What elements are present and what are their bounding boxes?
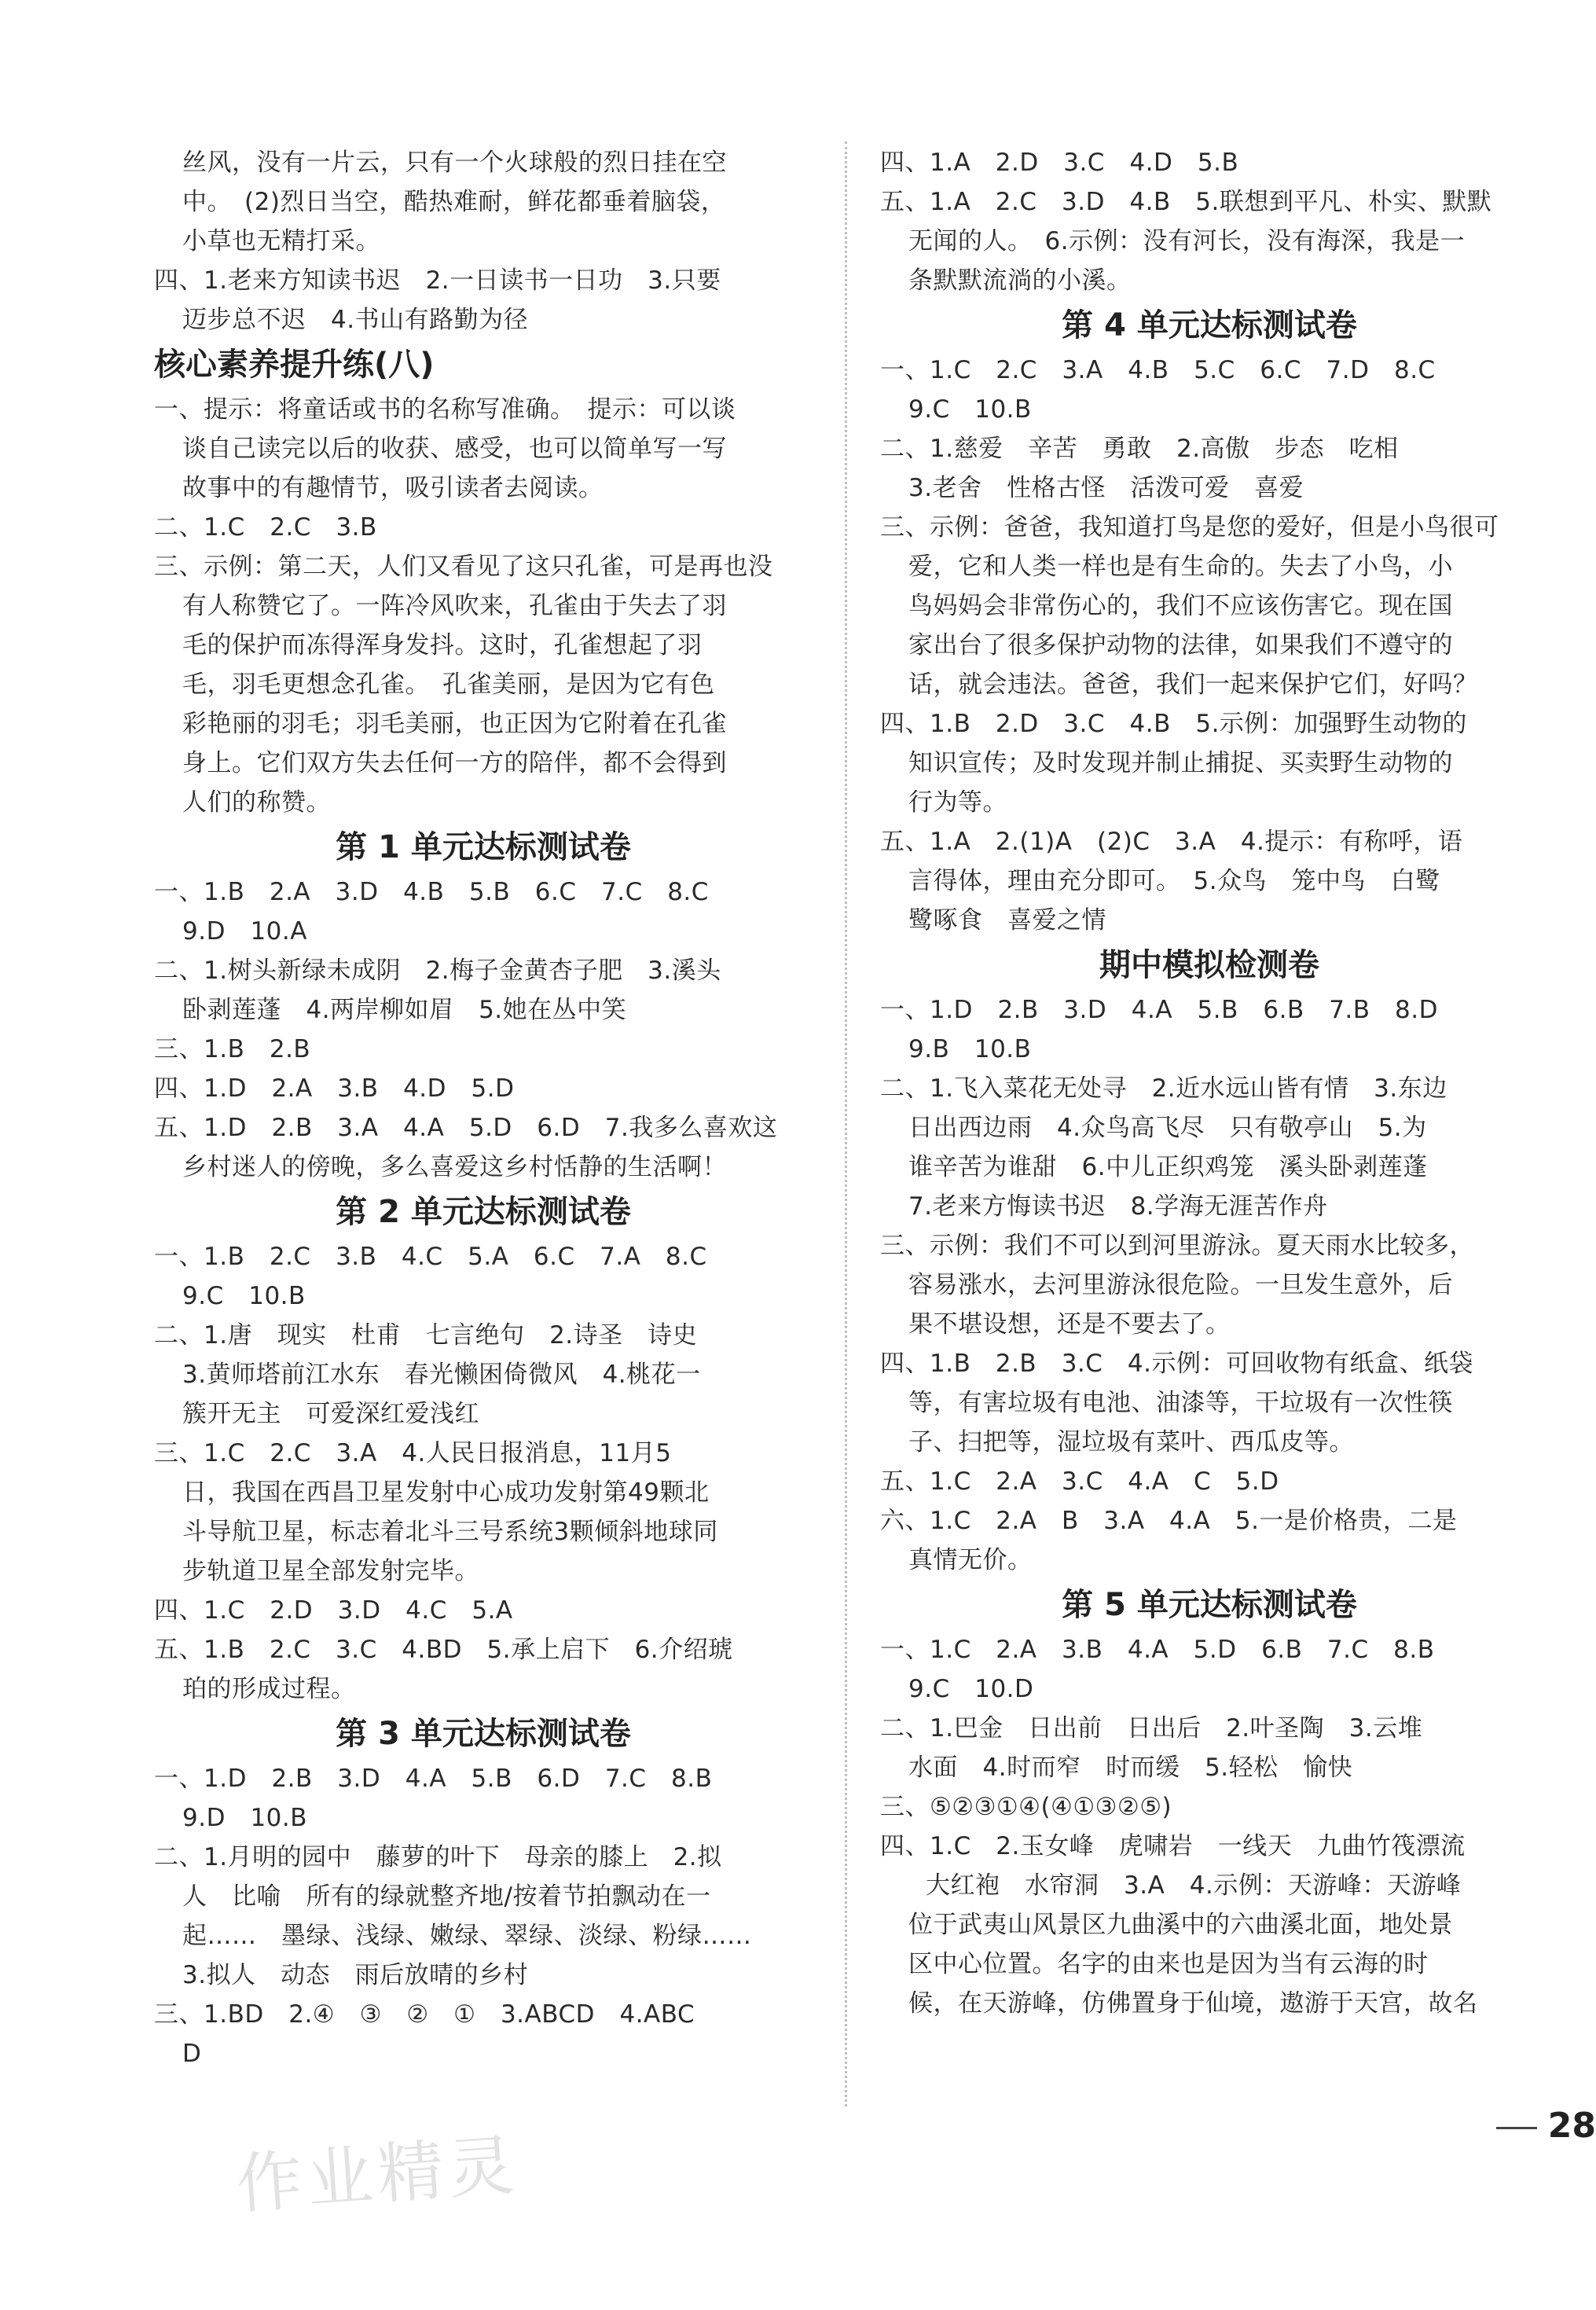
answer-line: 二、1.月明的园中 藤萝的叶下 母亲的膝上 2.拟: [154, 1843, 722, 1871]
section-heading: 第 5 单元达标测试卷: [1062, 1587, 1357, 1623]
answer-line: 二、1.慈爱 辛苦 勇敢 2.高傲 步态 吃相: [880, 435, 1399, 463]
answer-line: 一、1.D 2.B 3.D 4.A 5.B 6.D 7.C 8.B: [154, 1765, 713, 1793]
answer-line: 四、1.C 2.D 3.D 4.C 5.A: [154, 1596, 513, 1625]
answer-line: 步轨道卫星全部发射完毕。: [182, 1557, 479, 1585]
answer-line: 一、1.C 2.A 3.B 4.A 5.D 6.B 7.C 8.B: [880, 1636, 1435, 1664]
answer-line: 二、1.C 2.C 3.B: [154, 513, 377, 542]
answer-line: 三、1.B 2.B: [154, 1035, 311, 1063]
answer-line: 人 比喻 所有的绿就整齐地/按着节拍飘动在一: [182, 1882, 711, 1911]
answer-line: 人们的称赞。: [182, 788, 331, 817]
answer-line: 故事中的有趣情节，吸引读者去阅读。: [182, 474, 604, 502]
section-heading: 第 2 单元达标测试卷: [336, 1194, 631, 1230]
answer-line: 二、1.树头新绿未成阴 2.梅子金黄杏子肥 3.溪头: [154, 957, 721, 985]
answer-line: 中。 (2)烈日当空，酷热难耐，鲜花都垂着脑袋，: [182, 188, 726, 216]
answer-line: 3.老舍 性格古怪 活泼可爱 喜爱: [908, 474, 1304, 502]
section-heading: 第 3 单元达标测试卷: [336, 1716, 631, 1752]
page-number-dash: [1496, 2127, 1537, 2129]
answer-line: 7.老来方悔读书迟 8.学海无涯苦作舟: [908, 1192, 1328, 1221]
answer-line: 水面 4.时而窄 时而缓 5.轻松 愉快: [908, 1754, 1353, 1782]
answer-line: 彩艳丽的羽毛；羽毛美丽，也正因为它附着在孔雀: [182, 710, 727, 738]
answer-line: 区中心位置。名字的由来也是因为当有云海的时: [908, 1950, 1429, 1978]
answer-line: 三、1.C 2.C 3.A 4.人民日报消息，11月5: [154, 1439, 672, 1467]
answer-line: 位于武夷山风景区九曲溪中的六曲溪北面，地处景: [908, 1911, 1453, 1939]
answer-line: 话，就会违法。爸爸，我们一起来保护它们，好吗？: [908, 670, 1478, 699]
answer-line: 二、1.唐 现实 杜甫 七言绝句 2.诗圣 诗史: [154, 1321, 698, 1350]
answer-line: 二、1.巴金 日出前 日出后 2.叶圣陶 3.云堆: [880, 1714, 1423, 1743]
column-divider: [845, 141, 847, 2106]
answer-line: 子、扫把等，湿垃圾有菜叶、西瓜皮等。: [908, 1428, 1354, 1456]
answer-line: 五、1.B 2.C 3.C 4.BD 5.承上启下 6.介绍琥: [154, 1636, 733, 1664]
page-number-value: 28: [1547, 2106, 1596, 2146]
answer-line: 真情无价。: [908, 1546, 1033, 1574]
answer-line: 四、1.老来方知读书迟 2.一日读书一日功 3.只要: [154, 266, 721, 295]
answer-line: 四、1.B 2.D 3.C 4.B 5.示例：加强野生动物的: [880, 710, 1467, 738]
answer-line: 五、1.D 2.B 3.A 4.A 5.D 6.D 7.我多么喜欢这: [154, 1114, 778, 1142]
section-heading: 第 4 单元达标测试卷: [1062, 307, 1357, 343]
section-heading: 核心素养提升练(八): [154, 347, 435, 383]
answer-line: 四、1.C 2.玉女峰 虎啸岩 一线天 九曲竹筏漂流: [880, 1832, 1466, 1860]
answer-line: 条默默流淌的小溪。: [908, 266, 1132, 295]
answer-line: 无闻的人。 6.示例：没有河长，没有海深，我是一: [908, 227, 1466, 255]
answer-line: 言得体，理由充分即可。 5.众鸟 笼中鸟 白鹭: [908, 867, 1440, 895]
answer-line: 9.D 10.A: [182, 917, 307, 946]
answer-line: 一、1.B 2.A 3.D 4.B 5.B 6.C 7.C 8.C: [154, 878, 709, 906]
answer-line: 簇开无主 可爱深红爱浅红: [182, 1400, 479, 1428]
answer-line: 知识宣传；及时发现并制止捕捉、买卖野生动物的: [908, 749, 1453, 777]
answer-line: 候，在天游峰，仿佛置身于仙境，遨游于天宫，故名: [908, 1989, 1478, 2018]
answer-line: 乡村迷人的傍晚，多么喜爱这乡村恬静的生活啊！: [182, 1153, 727, 1181]
answer-line: 日，我国在西昌卫星发射中心成功发射第49颗北: [182, 1478, 710, 1507]
answer-line: 爱，它和人类一样也是有生命的。失去了小鸟，小: [908, 553, 1453, 581]
answer-line: 谈自己读完以后的收获、感受，也可以简单写一写: [182, 435, 727, 463]
answer-line: 鹭啄食 喜爱之情: [908, 906, 1106, 935]
section-heading: 第 1 单元达标测试卷: [336, 829, 631, 865]
answer-line: 小草也无精打采。: [182, 227, 380, 255]
answer-line: 五、1.A 2.C 3.D 4.B 5.联想到平凡、朴实、默默: [880, 188, 1492, 216]
answer-line: 9.C 10.B: [908, 395, 1032, 424]
answer-line: 9.D 10.B: [182, 1804, 308, 1832]
answer-line: 三、⑤②③①④(④①③②⑤): [880, 1793, 1172, 1821]
answer-line: 三、1.BD 2.④ ③ ② ① 3.ABCD 4.ABC: [154, 2000, 695, 2029]
answer-line: 有人称赞它了。一阵冷风吹来，孔雀由于失去了羽: [182, 592, 727, 620]
answer-line: 五、1.C 2.A 3.C 4.A C 5.D: [880, 1467, 1279, 1496]
answer-line: 二、1.飞入菜花无处寻 2.近水远山皆有情 3.东边: [880, 1074, 1447, 1103]
answer-line: 容易涨水，去河里游泳很危险。一旦发生意外，后: [908, 1271, 1453, 1299]
answer-line: 身上。它们双方失去任何一方的陪伴，都不会得到: [182, 749, 727, 777]
answer-line: 四、1.D 2.A 3.B 4.D 5.D: [154, 1074, 515, 1103]
right-column: [880, 143, 1539, 2023]
answer-line: 谁辛苦为谁甜 6.中儿正织鸡笼 溪头卧剥莲蓬: [908, 1153, 1428, 1181]
answer-line: 一、1.D 2.B 3.D 4.A 5.B 6.B 7.B 8.D: [880, 996, 1439, 1024]
answer-line: 行为等。: [908, 788, 1007, 817]
left-column: [154, 143, 813, 2073]
answer-line: 大红袍 水帘洞 3.A 4.示例：天游峰：天游峰: [926, 1871, 1462, 1900]
answer-line: 六、1.C 2.A B 3.A 4.A 5.一是价格贵，二是: [880, 1507, 1458, 1535]
answer-line: 等，有害垃圾有电池、油漆等，干垃圾有一次性筷: [908, 1389, 1453, 1417]
answer-line: 9.C 10.B: [182, 1282, 306, 1310]
section-heading: 期中模拟检测卷: [1099, 947, 1319, 983]
answer-line: 9.C 10.D: [908, 1675, 1034, 1703]
answer-line: 斗导航卫星，标志着北斗三号系统3颗倾斜地球同: [182, 1518, 718, 1546]
answer-line: 丝风，没有一片云，只有一个火球般的烈日挂在空: [182, 149, 727, 177]
answer-line: 三、示例：我们不可以到河里游泳。夏天雨水比较多，: [880, 1232, 1474, 1260]
answer-line: 日出西边雨 4.众鸟高飞尽 只有敬亭山 5.为: [908, 1114, 1427, 1142]
answer-line: 四、1.B 2.B 3.C 4.示例：可回收物有纸盒、纸袋: [880, 1350, 1473, 1378]
answer-line: 四、1.A 2.D 3.C 4.D 5.B: [880, 149, 1239, 177]
answer-line: 五、1.A 2.(1)A (2)C 3.A 4.提示：有称呼，语: [880, 828, 1463, 856]
answer-line: 珀的形成过程。: [182, 1675, 356, 1703]
answer-line: 9.B 10.B: [908, 1035, 1032, 1063]
answer-line: 毛的保护而冻得浑身发抖。这时，孔雀想起了羽: [182, 631, 703, 659]
answer-line: 三、示例：第二天，人们又看见了这只孔雀，可是再也没: [154, 553, 773, 581]
answer-line: 一、1.C 2.C 3.A 4.B 5.C 6.C 7.D 8.C: [880, 356, 1436, 384]
page-number: [1496, 2099, 1596, 2154]
answer-line: 家出台了很多保护动物的法律，如果我们不遵守的: [908, 631, 1453, 659]
answer-line: 3.拟人 动态 雨后放晴的乡村: [182, 1961, 529, 1989]
answer-line: 毛，羽毛更想念孔雀。 孔雀美丽，是因为它有色: [182, 670, 715, 699]
answer-line: 3.黄师塔前江水东 春光懒困倚微风 4.桃花一: [182, 1361, 701, 1389]
answer-line: 鸟妈妈会非常伤心的，我们不应该伤害它。现在国: [908, 592, 1453, 620]
answer-line: 起…… 墨绿、浅绿、嫩绿、翠绿、淡绿、粉绿……: [182, 1922, 752, 1950]
answer-line: 一、提示：将童话或书的名称写准确。 提示：可以谈: [154, 395, 736, 424]
watermark-text: 作业精灵: [233, 2126, 522, 2224]
answer-line: 一、1.B 2.C 3.B 4.C 5.A 6.C 7.A 8.C: [154, 1243, 707, 1271]
answer-line: D: [182, 2040, 202, 2068]
answer-line: 迈步总不迟 4.书山有路勤为径: [182, 306, 529, 334]
answer-line: 果不堪设想，还是不要去了。: [908, 1310, 1231, 1339]
answer-line: 卧剥莲蓬 4.两岸柳如眉 5.她在丛中笑: [182, 996, 627, 1024]
answer-line: 三、示例：爸爸，我知道打鸟是您的爱好，但是小鸟很可: [880, 513, 1499, 542]
